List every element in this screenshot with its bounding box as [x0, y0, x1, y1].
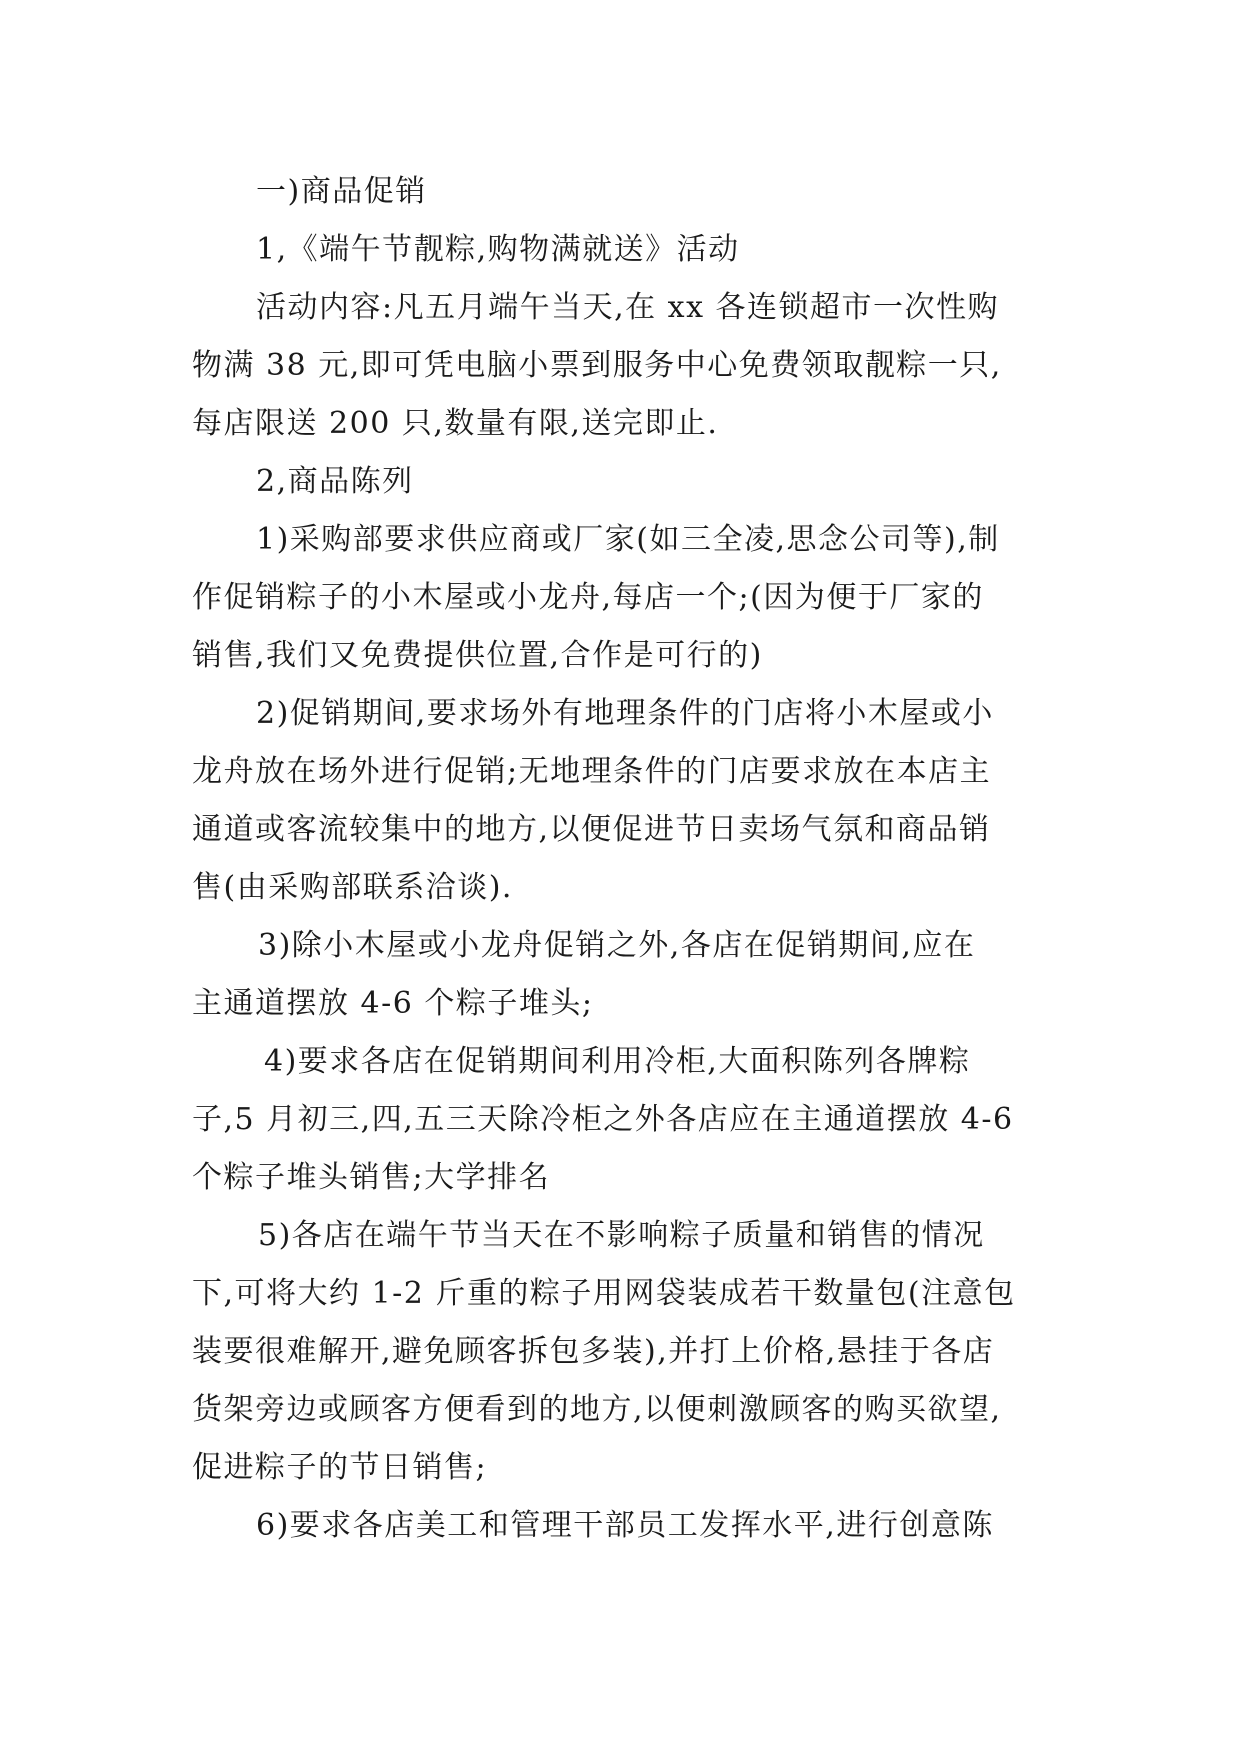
- item-heading-activity: 1,《端午节靓粽,购物满就送》活动: [256, 232, 740, 267]
- paragraph-line: 主通道摆放 4-6 个粽子堆头;: [192, 986, 594, 1021]
- paragraph-line: 作促销粽子的小木屋或小龙舟,每店一个;(因为便于厂家的: [192, 580, 984, 615]
- paragraph-line: 货架旁边或顾客方便看到的地方,以便刺激顾客的购买欲望,: [192, 1392, 1002, 1427]
- section-heading-promotion: 一)商品促销: [256, 174, 427, 209]
- paragraph-line: 个粽子堆头销售;大学排名: [192, 1160, 551, 1195]
- paragraph-line: 装要很难解开,避免顾客拆包多装),并打上价格,悬挂于各店: [192, 1334, 995, 1369]
- item-heading-display: 2,商品陈列: [256, 464, 414, 499]
- paragraph-line: 1)采购部要求供应商或厂家(如三全凌,思念公司等),制: [256, 522, 1000, 557]
- paragraph-line: 6)要求各店美工和管理干部员工发挥水平,进行创意陈: [256, 1508, 994, 1543]
- paragraph-line: 促进粽子的节日销售;: [192, 1450, 488, 1485]
- paragraph-line: 4)要求各店在促销期间利用冷柜,大面积陈列各牌粽: [264, 1044, 971, 1079]
- paragraph-line: 活动内容:凡五月端午当天,在 xx 各连锁超市一次性购: [256, 290, 1000, 325]
- paragraph-line: 龙舟放在场外进行促销;无地理条件的门店要求放在本店主: [192, 754, 992, 789]
- paragraph-line: 下,可将大约 1-2 斤重的粽子用网袋装成若干数量包(注意包: [192, 1276, 1016, 1311]
- paragraph-line: 5)各店在端午节当天在不影响粽子质量和销售的情况: [258, 1218, 985, 1253]
- paragraph-line: 3)除小木屋或小龙舟促销之外,各店在促销期间,应在: [258, 928, 976, 963]
- paragraph-line: 子,5 月初三,四,五三天除冷柜之外各店应在主通道摆放 4-6: [192, 1102, 1014, 1137]
- paragraph-line: 通道或客流较集中的地方,以便促进节日卖场气氛和商品销: [192, 812, 991, 847]
- paragraph-line: 销售,我们又免费提供位置,合作是可行的): [192, 638, 763, 673]
- paragraph-line: 售(由采购部联系洽谈).: [192, 870, 513, 905]
- paragraph-line: 每店限送 200 只,数量有限,送完即止.: [192, 406, 719, 441]
- paragraph-line: 物满 38 元,即可凭电脑小票到服务中心免费领取靓粽一只,: [192, 348, 1002, 383]
- document-body: [192, 163, 1072, 1555]
- paragraph-line: 2)促销期间,要求场外有地理条件的门店将小木屋或小: [256, 696, 994, 731]
